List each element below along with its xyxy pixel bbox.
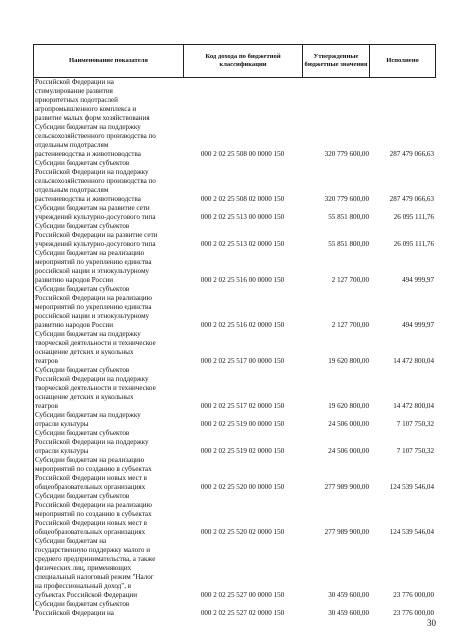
row-approved: 24 506 000,00 bbox=[328, 447, 369, 455]
row-approved: 320 779 600,00 bbox=[324, 150, 369, 158]
row-approved: 24 506 000,00 bbox=[328, 420, 369, 428]
row-description: Субсидии бюджетам на поддержку сельскохозяйственного производства по отдельным подотраслям растениеводства и животноводства bbox=[35, 123, 156, 159]
column-header-code: Код дохода по бюджетной классификации bbox=[205, 52, 281, 68]
row-code: 000 2 02 25 516 00 0000 150 bbox=[200, 276, 285, 284]
row-code: 000 2 02 25 508 00 0000 150 bbox=[200, 150, 285, 158]
row-description: Субсидии бюджетам на поддержку отрасли культуры bbox=[35, 411, 141, 429]
row-approved: 19 620 800,00 bbox=[328, 357, 369, 365]
row-executed: 124 539 546,04 bbox=[389, 483, 434, 491]
row-code: 000 2 02 25 513 00 0000 150 bbox=[200, 213, 285, 221]
row-executed: 26 095 111,76 bbox=[393, 213, 434, 221]
row-description: Субсидии бюджетам на поддержку творческой деятельности и техническое оснащение детских и кукольных театров bbox=[35, 330, 156, 366]
row-description: Субсидии бюджетам на реализацию мероприятий по укреплению единства российской нации и этнокультурному развитию народов России bbox=[35, 249, 152, 285]
row-approved: 277 989 900,00 bbox=[324, 528, 369, 536]
revenue-table bbox=[33, 44, 436, 618]
row-executed: 26 095 111,76 bbox=[393, 240, 434, 248]
row-approved: 30 459 600,00 bbox=[328, 609, 369, 617]
row-approved: 55 851 800,00 bbox=[328, 213, 369, 221]
row-description: Субсидии бюджетам субъектов Российской Федерации на развитие сети учреждений культурно-досугового типа bbox=[35, 222, 158, 249]
row-code: 000 2 02 25 520 02 0000 150 bbox=[200, 528, 285, 536]
row-executed: 7 107 750,32 bbox=[396, 447, 434, 455]
row-executed: 287 479 066,63 bbox=[389, 195, 434, 203]
row-description: Субсидии бюджетам субъектов Российской Федерации на реализацию мероприятий по укреплению единства российской нации и этнокультурному развитию народов России bbox=[35, 285, 152, 330]
row-description: Субсидии бюджетам субъектов Российской Федерации на bbox=[35, 600, 130, 618]
row-description: Субсидии бюджетам субъектов Российской Федерации на поддержку отрасли культуры bbox=[35, 429, 149, 456]
row-approved: 277 989 900,00 bbox=[324, 483, 369, 491]
row-code: 000 2 02 25 517 00 0000 150 bbox=[200, 357, 285, 365]
row-approved: 30 459 600,00 bbox=[328, 591, 369, 599]
row-code: 000 2 02 25 527 02 0000 150 bbox=[200, 609, 285, 617]
row-description: Субсидии бюджетам на развитие сети учреждений культурно-досугового типа bbox=[35, 204, 156, 222]
row-description: Субсидии бюджетам субъектов Российской Федерации на поддержку творческой деятельности и техническое оснащение детских и кукольных театров bbox=[35, 366, 156, 411]
row-description: Субсидии бюджетам на государственную поддержку малого и среднего предпринимательства, а также физических лиц, применяющих специальный налоговый режим "Налог на профессиональный доход", в субъектах Российской Федерации bbox=[35, 537, 156, 600]
page-number: 30 bbox=[427, 618, 436, 628]
row-approved: 2 127 700,00 bbox=[331, 276, 369, 284]
row-code: 000 2 02 25 516 02 0000 150 bbox=[200, 321, 285, 329]
row-executed: 287 479 066,63 bbox=[389, 150, 434, 158]
row-executed: 124 539 546,04 bbox=[389, 528, 434, 536]
row-description: Субсидии бюджетам субъектов Российской Федерации на реализацию мероприятий по созданию в субъектах Российской Федерации новых мест в общеобразовательных организациях bbox=[35, 492, 152, 537]
column-header-name: Наименование показателя bbox=[69, 56, 148, 64]
row-code: 000 2 02 25 520 00 0000 150 bbox=[200, 483, 285, 491]
table-border-right bbox=[435, 44, 436, 77]
row-executed: 494 999,97 bbox=[402, 276, 434, 284]
row-description: Субсидии бюджетам на реализацию мероприятий по созданию в субъектах Российской Федерации новых мест в общеобразовательных организациях bbox=[35, 456, 152, 492]
row-code: 000 2 02 25 517 02 0000 150 bbox=[200, 402, 285, 410]
column-header-approved: Утвержденные бюджетные значения bbox=[304, 52, 368, 68]
row-code: 000 2 02 25 519 02 0000 150 bbox=[200, 447, 285, 455]
row-description: Субсидии бюджетам субъектов Российской Федерации на поддержку сельскохозяйственного производства по отдельным подотраслям растениеводства и животноводства bbox=[35, 159, 156, 204]
row-approved: 320 779 600,00 bbox=[324, 195, 369, 203]
row-code: 000 2 02 25 527 00 0000 150 bbox=[200, 591, 285, 599]
row-approved: 55 851 800,00 bbox=[328, 240, 369, 248]
row-description: Российской Федерации на стимулирование развития приоритетных подотраслей агропромышленного комплекса и развитие малых форм хозяйствования bbox=[35, 78, 150, 123]
row-approved: 2 127 700,00 bbox=[331, 321, 369, 329]
row-approved: 19 620 800,00 bbox=[328, 402, 369, 410]
table-border-left bbox=[33, 44, 34, 611]
row-executed: 23 776 000,00 bbox=[393, 591, 434, 599]
row-code: 000 2 02 25 508 02 0000 150 bbox=[200, 195, 285, 203]
row-executed: 7 107 750,32 bbox=[396, 420, 434, 428]
row-executed: 23 776 000,00 bbox=[393, 609, 434, 617]
row-code: 000 2 02 25 513 02 0000 150 bbox=[200, 240, 285, 248]
row-executed: 14 472 800,04 bbox=[393, 357, 434, 365]
column-header-executed: Исполнено bbox=[386, 56, 419, 64]
row-executed: 14 472 800,04 bbox=[393, 402, 434, 410]
row-executed: 494 999,97 bbox=[402, 321, 434, 329]
row-code: 000 2 02 25 519 00 0000 150 bbox=[200, 420, 285, 428]
